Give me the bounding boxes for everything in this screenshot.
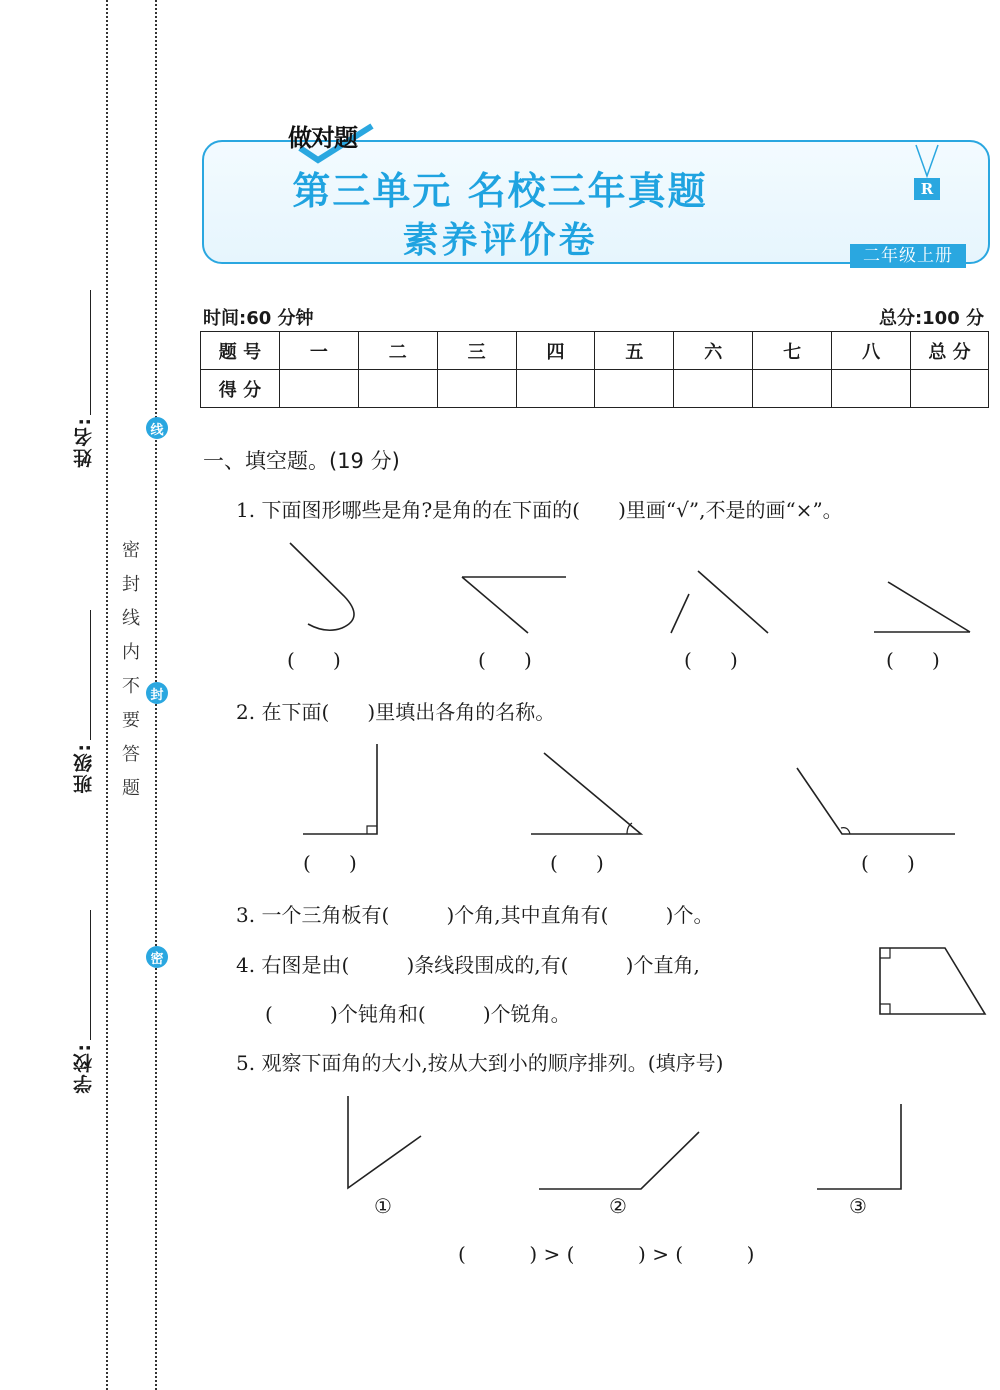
header-cell: 五 — [595, 332, 674, 370]
seal-secret: 密 — [146, 946, 168, 968]
acute-angle-arc-icon — [627, 823, 632, 834]
angle-label-1: ① — [374, 1194, 392, 1218]
angle-figure-3 — [817, 1104, 901, 1189]
section-title: 一、填空题。(19 分) — [203, 449, 400, 473]
acute-angle-figure — [531, 753, 641, 834]
header-cell: 一 — [279, 332, 358, 370]
question-2: 2. 在下面( )里填出各角的名称。 — [236, 700, 556, 724]
question-1: 1. 下面图形哪些是角?是角的在下面的( )里画“√”,不是的画“×”。 — [236, 498, 843, 522]
page-subtitle: 素养评价卷 — [402, 220, 598, 261]
curve-figure-a — [290, 543, 354, 630]
header-cell: 题 号 — [201, 332, 280, 370]
q1-blank-b[interactable]: ( ) — [478, 648, 532, 672]
angle-figure-1 — [348, 1096, 421, 1188]
angle-label-2: ② — [609, 1194, 627, 1218]
grade-badge: 二年级上册 — [850, 244, 966, 268]
school-label: 学校: — [73, 1042, 95, 1094]
header-cell: 四 — [516, 332, 595, 370]
trapezoid-right-angle-marks-icon — [880, 948, 890, 1014]
trapezoid-figure — [880, 948, 985, 1014]
angle-figure-2 — [539, 1132, 699, 1189]
right-angle-mark-icon — [367, 826, 377, 834]
q5-answer-blanks[interactable]: ( ) > ( ) > ( ) — [458, 1242, 755, 1266]
total-score-info: 总分:100 分 — [878, 308, 984, 329]
q2-blank-c[interactable]: ( ) — [861, 851, 915, 875]
q1-blank-c[interactable]: ( ) — [684, 648, 738, 672]
broken-figure-c — [671, 571, 768, 633]
question-4-line-2: ( )个钝角和( )个锐角。 — [265, 1002, 571, 1026]
seal-seal: 封 — [146, 682, 168, 704]
q2-blank-b[interactable]: ( ) — [550, 851, 604, 875]
header-cell: 总 分 — [911, 332, 989, 370]
header-cell: 二 — [358, 332, 437, 370]
angle-figure-b — [462, 577, 566, 633]
header-cell: 八 — [832, 332, 911, 370]
seal-line: 线 — [146, 417, 168, 439]
q2-blank-a[interactable]: ( ) — [303, 851, 357, 875]
page-title: 第三单元 名校三年真题 — [292, 169, 708, 213]
header-cell: 六 — [674, 332, 753, 370]
angle-label-3: ③ — [849, 1194, 867, 1218]
edition-badge: R — [914, 178, 940, 200]
obtuse-angle-figure — [797, 768, 955, 834]
name-label: 姓名: — [73, 416, 95, 468]
obtuse-angle-arc-icon — [841, 828, 850, 834]
question-5: 5. 观察下面角的大小,按从大到小的顺序排列。(填序号) — [236, 1051, 724, 1075]
no-answer-notice: 密封线内不要答题 — [119, 540, 140, 812]
time-info: 时间:60 分钟 — [203, 308, 314, 329]
header-cell: 三 — [437, 332, 516, 370]
brand-logo: 做对题 — [288, 124, 357, 152]
class-label: 班级: — [73, 742, 95, 794]
right-angle-figure — [303, 744, 377, 834]
q1-blank-a[interactable]: ( ) — [287, 648, 341, 672]
q1-blank-d[interactable]: ( ) — [886, 648, 940, 672]
angle-figure-d — [874, 582, 970, 632]
header-cell: 七 — [753, 332, 832, 370]
question-3: 3. 一个三角板有( )个角,其中直角有( )个。 — [236, 903, 714, 927]
score-row-label: 得 分 — [201, 370, 280, 408]
question-4-line-1: 4. 右图是由( )条线段围成的,有( )个直角, — [236, 953, 700, 977]
